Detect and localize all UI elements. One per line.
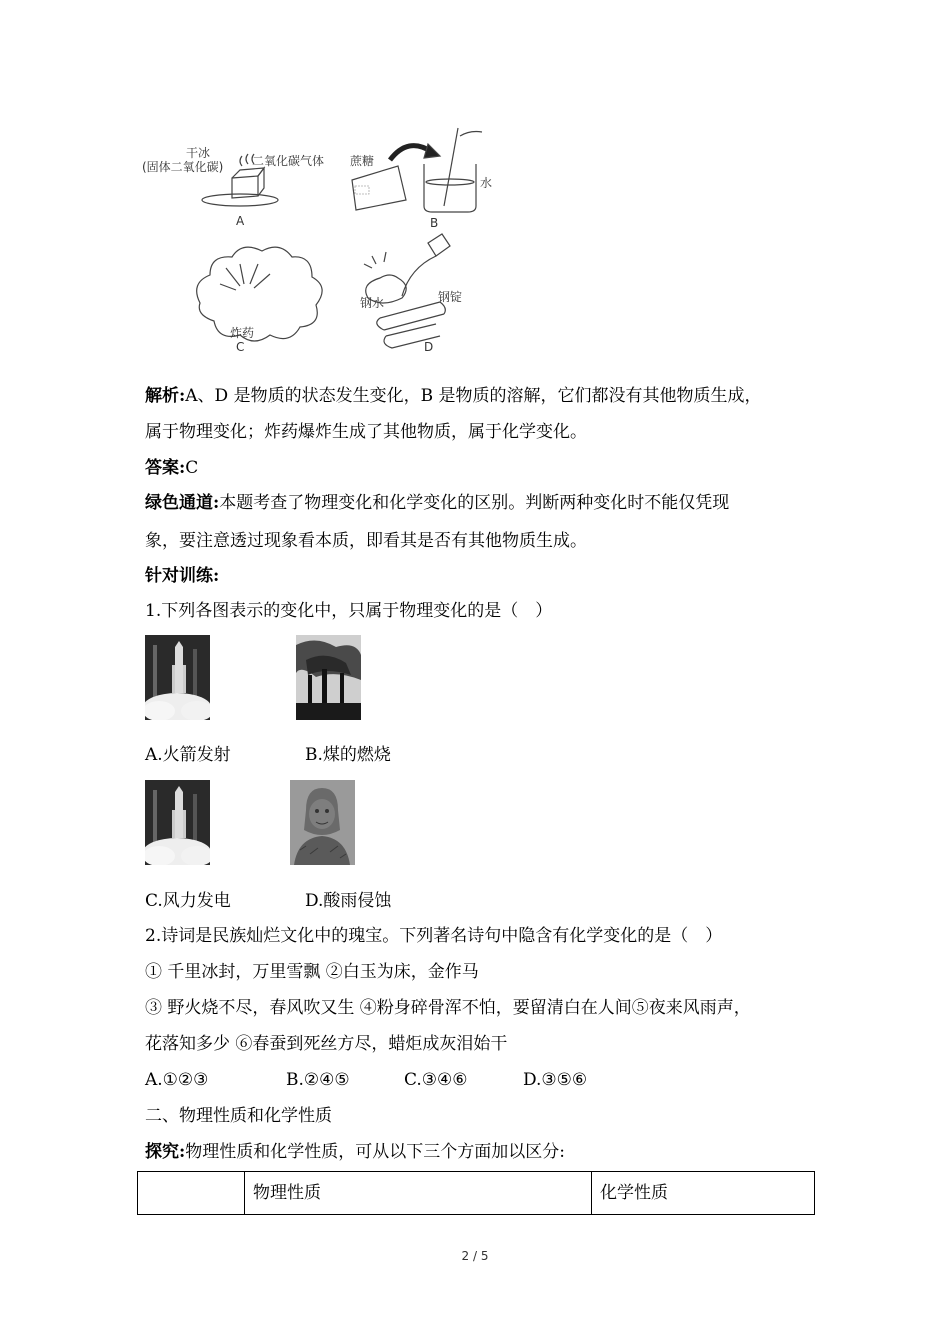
question-1: 1.下列各图表示的变化中，只属于物理变化的是（ ） bbox=[145, 601, 553, 621]
figure-c-text1: 炸药 bbox=[230, 326, 255, 340]
practice-label: 针对训练: bbox=[145, 566, 220, 586]
answer-line bbox=[145, 458, 198, 478]
table-cell-empty bbox=[138, 1172, 245, 1215]
coal-burning-photo bbox=[296, 635, 361, 720]
figure-b-text1: 蔗糖 bbox=[350, 154, 375, 168]
answer-value: C bbox=[185, 458, 199, 478]
q1-option-b: B.煤的燃烧 bbox=[305, 745, 391, 765]
figure-d-label: D bbox=[424, 340, 434, 354]
figure-c-label: C bbox=[236, 340, 245, 354]
green-line1 bbox=[145, 493, 729, 513]
table-header-physical: 物理性质 bbox=[245, 1172, 592, 1215]
analysis-text1: A、D 是物质的状态发生变化，B 是物质的溶解，它们都没有其他物质生成， bbox=[185, 386, 762, 406]
q2-option-d: D.③⑤⑥ bbox=[523, 1070, 588, 1090]
wind-power-photo bbox=[145, 780, 210, 865]
analysis-label: 解析: bbox=[145, 386, 186, 406]
q2-options bbox=[145, 1070, 588, 1090]
q2-option-c: C.③④⑥ bbox=[404, 1070, 468, 1090]
page-number: 2 / 5 bbox=[461, 1249, 489, 1263]
figure-a-text2: (固体二氧化碳) bbox=[142, 160, 224, 174]
section-heading: 二、物理性质和化学性质 bbox=[145, 1106, 332, 1126]
question-2: 2.诗词是民族灿烂文化中的瑰宝。下列著名诗句中隐含有化学变化的是（ ） bbox=[145, 926, 723, 946]
q1-option-d: D.酸雨侵蚀 bbox=[305, 891, 392, 911]
table-row bbox=[138, 1172, 815, 1215]
figure-b-label: B bbox=[430, 216, 439, 230]
table-header-chemical: 化学性质 bbox=[592, 1172, 815, 1215]
figure-a-text1: 干冰 bbox=[186, 146, 211, 160]
figure-a-text3: 二氧化碳气体 bbox=[252, 154, 325, 168]
answer-label: 答案: bbox=[145, 458, 186, 478]
properties-table bbox=[137, 1171, 815, 1215]
explore-line bbox=[145, 1142, 565, 1162]
q1-option-a: A.火箭发射 bbox=[145, 745, 231, 765]
acid-rain-statue-photo bbox=[290, 780, 355, 865]
green-line2: 象，要注意透过现象看本质，即看其是否有其他物质生成。 bbox=[145, 531, 587, 551]
q2-poem-line3: 花落知多少 ⑥春蚕到死丝方尽，蜡炬成灰泪始干 bbox=[145, 1034, 508, 1054]
q2-poem-line2: ③ 野火烧不尽，春风吹又生 ④粉身碎骨浑不怕，要留清白在人间⑤夜来风雨声， bbox=[145, 998, 751, 1018]
rocket-launch-photo bbox=[145, 635, 210, 720]
figure-d-text2: 钢锭 bbox=[438, 290, 463, 304]
change-figure bbox=[140, 118, 500, 358]
green-label: 绿色通道: bbox=[145, 493, 220, 513]
explore-text: 物理性质和化学性质，可从以下三个方面加以区分: bbox=[185, 1142, 566, 1162]
analysis-line1 bbox=[145, 386, 762, 406]
green-text1: 本题考查了物理变化和化学变化的区别。判断两种变化时不能仅凭现 bbox=[219, 493, 730, 513]
figure-b-text2: 水 bbox=[480, 176, 493, 190]
explore-label: 探究: bbox=[145, 1142, 186, 1162]
analysis-line2: 属于物理变化；炸药爆炸生成了其他物质，属于化学变化。 bbox=[145, 422, 587, 442]
q2-option-b: B.②④⑤ bbox=[286, 1070, 350, 1090]
q2-option-a: A.①②③ bbox=[145, 1070, 209, 1090]
q1-option-c: C.风力发电 bbox=[145, 891, 231, 911]
figure-d-text1: 钢水 bbox=[360, 296, 385, 310]
figure-a-label: A bbox=[236, 214, 245, 228]
q1-options-row1 bbox=[145, 745, 391, 765]
q2-poem-line1: ① 千里冰封，万里雪飘 ②白玉为床，金作马 bbox=[145, 962, 479, 982]
q1-options-row2 bbox=[145, 891, 392, 911]
